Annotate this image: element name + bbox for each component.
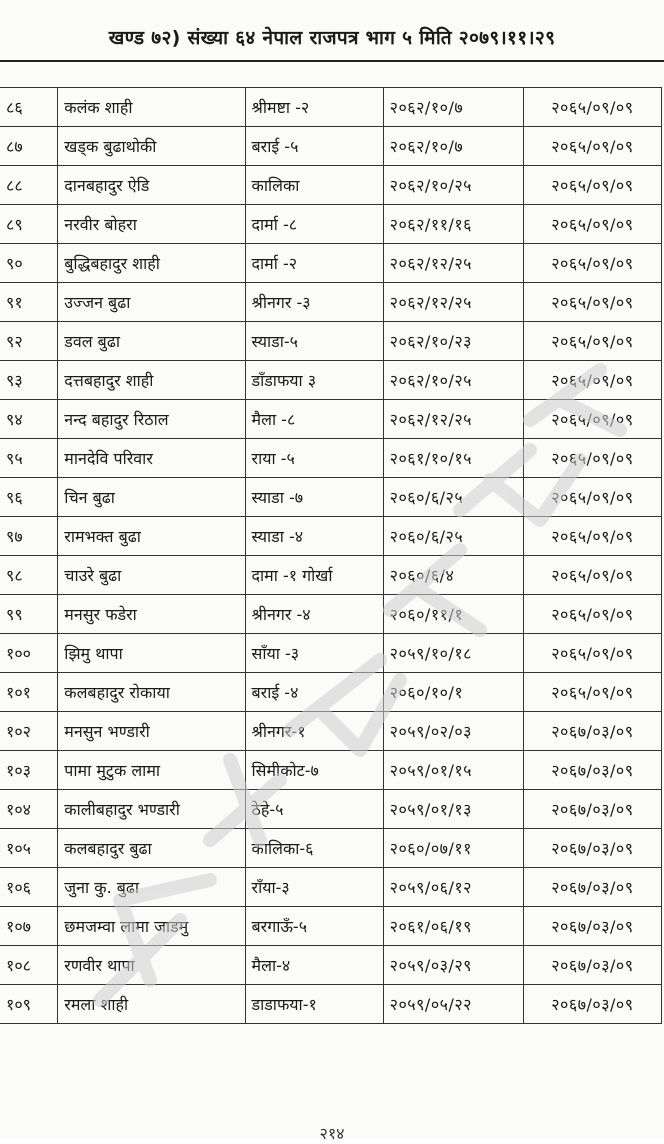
serial-number-cell: ९०: [0, 244, 58, 283]
date-cell: २०६५/०९/०९: [523, 244, 661, 283]
date-cell: २०६७/०३/०९: [523, 829, 661, 868]
serial-number-cell: ९४: [0, 400, 58, 439]
table-row: [0, 946, 662, 985]
date-cell: २०६१/१०/१५: [383, 439, 523, 478]
name-cell: मानदेवि परिवार: [58, 439, 245, 478]
serial-number-cell: १०९: [0, 985, 58, 1024]
date-cell: २०५९/०१/१३: [383, 790, 523, 829]
date-cell: २०६७/०३/०९: [523, 712, 661, 751]
date-cell: २०५९/०१/१५: [383, 751, 523, 790]
table-row: [0, 595, 662, 634]
table-row: [0, 790, 662, 829]
date-cell: २०६२/१०/७: [383, 127, 523, 166]
name-cell: मनसुर फडेरा: [58, 595, 245, 634]
table-row: [0, 556, 662, 595]
serial-number-cell: १०४: [0, 790, 58, 829]
date-cell: २०६५/०९/०९: [523, 127, 661, 166]
date-cell: २०६२/१०/७: [383, 88, 523, 127]
address-cell: दामा -१ गोर्खा: [245, 556, 383, 595]
name-cell: जुना कु. बुढा: [58, 868, 245, 907]
table-row: [0, 88, 662, 127]
name-cell: कलबहादुर बुढा: [58, 829, 245, 868]
register-table-body: [0, 88, 662, 1024]
register-table: [0, 87, 662, 1024]
date-cell: २०६५/०९/०९: [523, 556, 661, 595]
address-cell: स्याडा-५: [245, 322, 383, 361]
table-row: [0, 751, 662, 790]
address-cell: राया -५: [245, 439, 383, 478]
date-cell: २०६५/०९/०९: [523, 634, 661, 673]
date-cell: २०५९/०३/२९: [383, 946, 523, 985]
table-row: [0, 322, 662, 361]
date-cell: २०६७/०३/०९: [523, 907, 661, 946]
address-cell: श्रीनगर-१: [245, 712, 383, 751]
address-cell: राँया-३: [245, 868, 383, 907]
serial-number-cell: ८७: [0, 127, 58, 166]
serial-number-cell: १००: [0, 634, 58, 673]
date-cell: २०६०/६/२५: [383, 517, 523, 556]
name-cell: दानबहादुर ऐडि: [58, 166, 245, 205]
serial-number-cell: ८९: [0, 205, 58, 244]
date-cell: २०६५/०९/०९: [523, 673, 661, 712]
address-cell: श्रीनगर -४: [245, 595, 383, 634]
page-number: २१४: [319, 1124, 345, 1143]
serial-number-cell: १०६: [0, 868, 58, 907]
name-cell: रमला शाही: [58, 985, 245, 1024]
date-cell: २०६५/०९/०९: [523, 400, 661, 439]
date-cell: २०६०/११/१: [383, 595, 523, 634]
serial-number-cell: ९८: [0, 556, 58, 595]
table-row: [0, 127, 662, 166]
date-cell: २०६२/१२/२५: [383, 400, 523, 439]
name-cell: रणवीर थापा: [58, 946, 245, 985]
name-cell: कालीबहादुर भण्डारी: [58, 790, 245, 829]
name-cell: डवल बुढा: [58, 322, 245, 361]
table-row: [0, 868, 662, 907]
serial-number-cell: ८६: [0, 88, 58, 127]
date-cell: २०६५/०९/०९: [523, 205, 661, 244]
date-cell: २०६०/६/४: [383, 556, 523, 595]
name-cell: रामभक्त बुढा: [58, 517, 245, 556]
date-cell: २०६७/०३/०९: [523, 946, 661, 985]
date-cell: २०६०/०७/११: [383, 829, 523, 868]
serial-number-cell: ९९: [0, 595, 58, 634]
address-cell: सिमीकोट-७: [245, 751, 383, 790]
date-cell: २०६२/१०/२५: [383, 361, 523, 400]
name-cell: पामा मुटुक लामा: [58, 751, 245, 790]
serial-number-cell: १०३: [0, 751, 58, 790]
serial-number-cell: १०१: [0, 673, 58, 712]
serial-number-cell: ९५: [0, 439, 58, 478]
table-row: [0, 361, 662, 400]
address-cell: कालिका-६: [245, 829, 383, 868]
name-cell: कलबहादुर रोकाया: [58, 673, 245, 712]
date-cell: २०६०/६/२५: [383, 478, 523, 517]
table-row: [0, 673, 662, 712]
address-cell: श्रीनगर -३: [245, 283, 383, 322]
page-header: खण्ड ७२) संख्या ६४ नेपाल राजपत्र भाग ५ मिति २०७९।११।२९: [108, 27, 556, 49]
address-cell: डाडाफया-१: [245, 985, 383, 1024]
address-cell: मैला -८: [245, 400, 383, 439]
table-row: [0, 166, 662, 205]
table-row: [0, 205, 662, 244]
date-cell: २०६५/०९/०९: [523, 88, 661, 127]
date-cell: २०६५/०९/०९: [523, 361, 661, 400]
table-row: [0, 244, 662, 283]
table-row: [0, 829, 662, 868]
name-cell: झिमु थापा: [58, 634, 245, 673]
serial-number-cell: ९३: [0, 361, 58, 400]
address-cell: बराई -५: [245, 127, 383, 166]
date-cell: २०६७/०३/०९: [523, 868, 661, 907]
address-cell: दार्मा -२: [245, 244, 383, 283]
serial-number-cell: ९७: [0, 517, 58, 556]
address-cell: बरगाऊँ-५: [245, 907, 383, 946]
date-cell: २०६५/०९/०९: [523, 595, 661, 634]
serial-number-cell: १०७: [0, 907, 58, 946]
date-cell: २०६७/०३/०९: [523, 790, 661, 829]
serial-number-cell: ९६: [0, 478, 58, 517]
table-row: [0, 439, 662, 478]
date-cell: २०६२/१०/२३: [383, 322, 523, 361]
address-cell: ठेहे-५: [245, 790, 383, 829]
table-row: [0, 634, 662, 673]
table-row: [0, 712, 662, 751]
name-cell: नरवीर बोहरा: [58, 205, 245, 244]
date-cell: २०६२/११/१६: [383, 205, 523, 244]
serial-number-cell: ९१: [0, 283, 58, 322]
address-cell: साँया -३: [245, 634, 383, 673]
date-cell: २०६५/०९/०९: [523, 478, 661, 517]
date-cell: २०६५/०९/०९: [523, 322, 661, 361]
table-row: [0, 985, 662, 1024]
date-cell: २०६५/०९/०९: [523, 517, 661, 556]
date-cell: २०५९/०६/१२: [383, 868, 523, 907]
name-cell: चाउरे बुढा: [58, 556, 245, 595]
date-cell: २०६१/०६/१९: [383, 907, 523, 946]
name-cell: खड्क बुढाथोकी: [58, 127, 245, 166]
date-cell: २०६२/१२/२५: [383, 283, 523, 322]
address-cell: डाँडाफया ३: [245, 361, 383, 400]
date-cell: २०६५/०९/०९: [523, 283, 661, 322]
table-row: [0, 517, 662, 556]
table-row: [0, 283, 662, 322]
serial-number-cell: ९२: [0, 322, 58, 361]
date-cell: २०६७/०३/०९: [523, 985, 661, 1024]
date-cell: २०५९/०५/२२: [383, 985, 523, 1024]
header-rule: [0, 60, 664, 62]
date-cell: २०६५/०९/०९: [523, 439, 661, 478]
address-cell: श्रीमष्टा -२: [245, 88, 383, 127]
serial-number-cell: १०८: [0, 946, 58, 985]
address-cell: कालिका: [245, 166, 383, 205]
date-cell: २०५९/०२/०३: [383, 712, 523, 751]
name-cell: दत्तबहादुर शाही: [58, 361, 245, 400]
table-row: [0, 907, 662, 946]
date-cell: २०६५/०९/०९: [523, 166, 661, 205]
address-cell: मैला-४: [245, 946, 383, 985]
date-cell: २०५९/१०/१८: [383, 634, 523, 673]
serial-number-cell: १०५: [0, 829, 58, 868]
date-cell: २०६२/१०/२५: [383, 166, 523, 205]
date-cell: २०६७/०३/०९: [523, 751, 661, 790]
table-row: [0, 478, 662, 517]
name-cell: चिन बुढा: [58, 478, 245, 517]
name-cell: नन्द बहादुर रिठाल: [58, 400, 245, 439]
date-cell: २०६२/१२/२५: [383, 244, 523, 283]
address-cell: दार्मा -८: [245, 205, 383, 244]
address-cell: स्याडा -७: [245, 478, 383, 517]
address-cell: स्याडा -४: [245, 517, 383, 556]
name-cell: कलंक शाही: [58, 88, 245, 127]
table-row: [0, 400, 662, 439]
name-cell: मनसुन भण्डारी: [58, 712, 245, 751]
date-cell: २०६०/१०/१: [383, 673, 523, 712]
name-cell: बुद्धिबहादुर शाही: [58, 244, 245, 283]
name-cell: छमजम्वा लामा जाडमु: [58, 907, 245, 946]
address-cell: बराई -४: [245, 673, 383, 712]
serial-number-cell: ८८: [0, 166, 58, 205]
name-cell: उज्जन बुढा: [58, 283, 245, 322]
serial-number-cell: १०२: [0, 712, 58, 751]
